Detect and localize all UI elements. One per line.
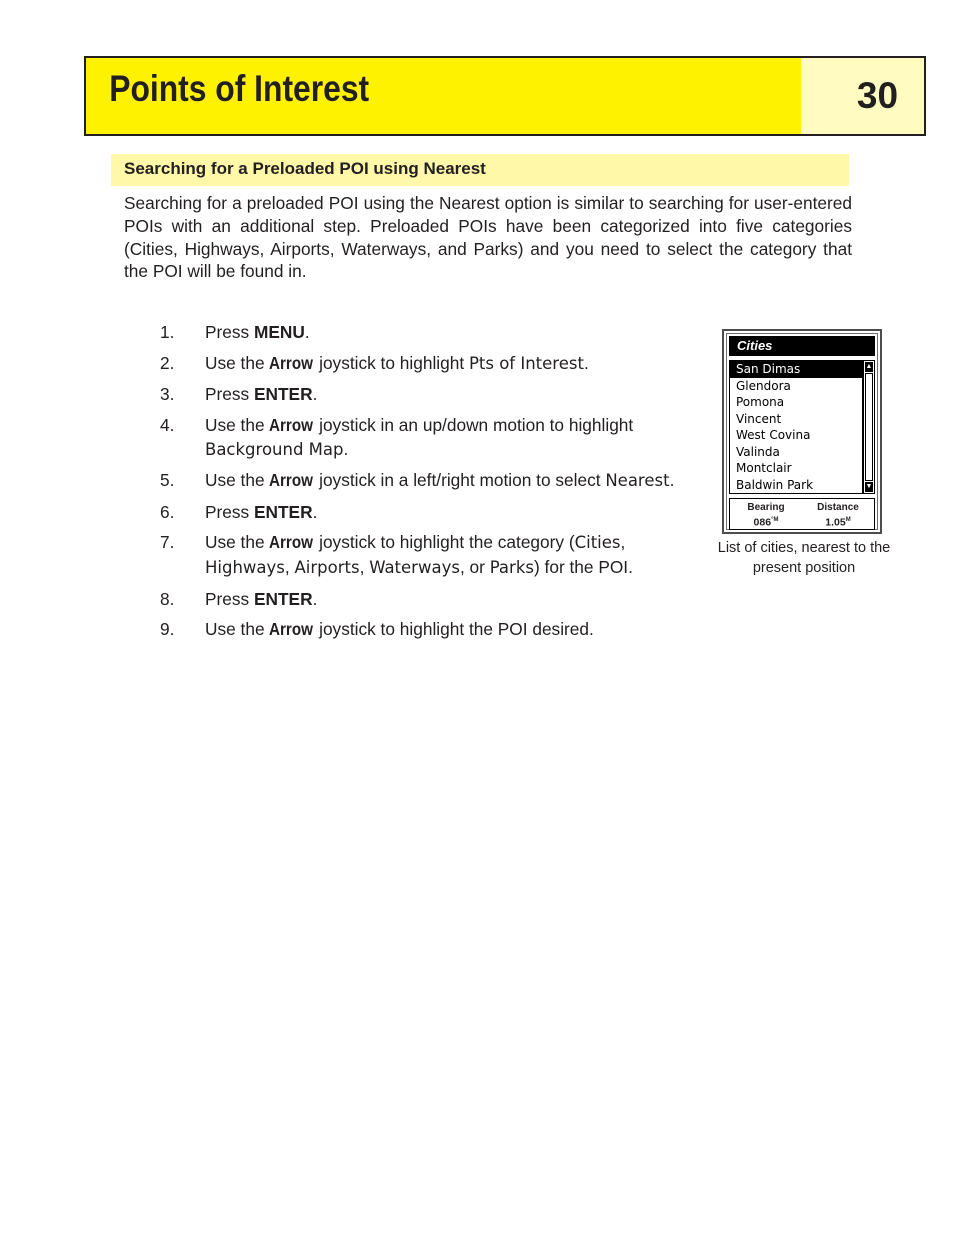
step-6: 6. Press ENTER. [160,501,318,522]
figure-caption: List of cities, nearest to the present position [717,540,891,576]
scroll-up-icon: ▲ [865,363,873,370]
device-list-item: Glendora [736,378,791,393]
device-city-list [729,360,863,494]
step-8: 8. Press ENTER. [160,588,318,609]
step-3: 3. Press ENTER. [160,384,318,404]
device-scrollbar [863,360,875,494]
device-list-item: Valinda [736,444,780,459]
device-list-item: Baldwin Park [736,477,814,492]
device-list-item: Vincent [736,411,782,426]
device-readout [729,498,875,530]
section-heading: Searching for a Preloaded POI using Nearest [111,154,849,186]
step-1: 1. Press MENU. [160,322,310,342]
step-7: 7. Use the Arrow joystick to highlight the category (Cities, Highways, Airports, Waterways, or Parks) for the POI. [160,532,633,577]
step-9: 9. Use the Arrow joystick to highlight the POI desired. [160,619,594,639]
steps-list [150,320,690,648]
page-number: 30 [801,58,924,134]
step-4: 4. Use the Arrow joystick in an up/down motion to highlight Background Map. [160,414,634,459]
step-2: 2. Use the Arrow joystick to highlight Pts of Interest. [160,352,589,373]
device-list-item: Montclair [736,461,792,475]
bearing-readout: Bearing $086^{^\circ M}$ [747,502,785,529]
page-title: Points of Interest [109,68,370,109]
step-5: 5. Use the Arrow joystick in a left/right motion to select Nearest. [160,470,675,490]
distance-readout: Distance $1.05^M$ [817,502,859,529]
scroll-down-icon: ▼ [865,483,873,490]
device-list-item: Pomona [736,395,785,409]
device-screen-title: Cities [729,336,875,356]
scroll-thumb [865,373,873,481]
page-header [84,56,926,136]
device-list-item: San Dimas [730,361,862,378]
device-screen-figure [722,329,882,534]
device-list-item: West Covina [736,428,811,442]
intro-paragraph: Searching for a preloaded POI using the Nearest option is similar to searching for user-entered POIs with an additional step. Preloaded POIs have been categorized into five categories (Cities, Highways, Airports, Waterways, and Parks) and you need to select the category that the POI will be found in. [124,193,852,282]
